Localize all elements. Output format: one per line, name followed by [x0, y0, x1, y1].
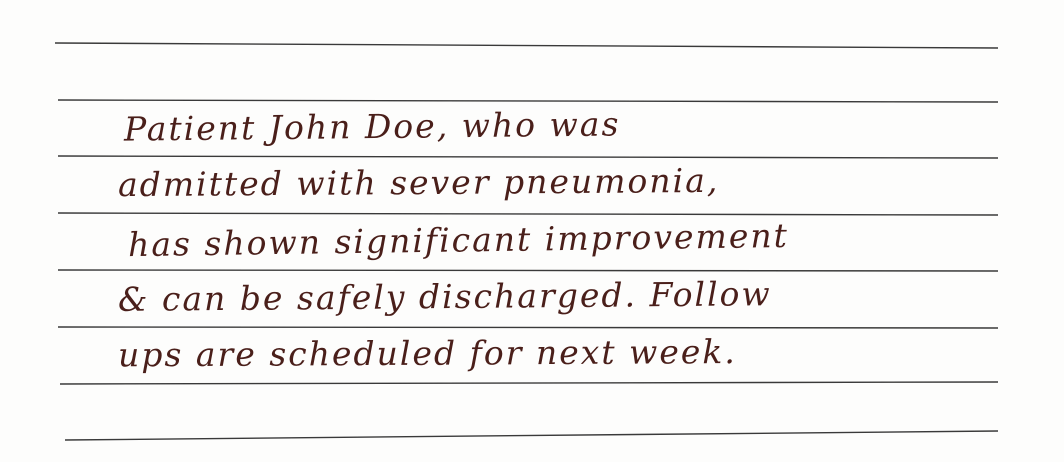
note-line-4: & can be safely discharged. Follow — [117, 274, 772, 319]
note-line-1: Patient John Doe, who was — [123, 104, 621, 149]
note-line-3: has shown significant improvement — [127, 215, 790, 265]
note-line-2: admitted with sever pneumonia, — [117, 160, 720, 205]
handwritten-note — [118, 96, 1018, 381]
ruled-line — [65, 431, 998, 440]
ruled-line — [55, 43, 998, 48]
note-line-5: ups are scheduled for next week. — [117, 332, 737, 375]
